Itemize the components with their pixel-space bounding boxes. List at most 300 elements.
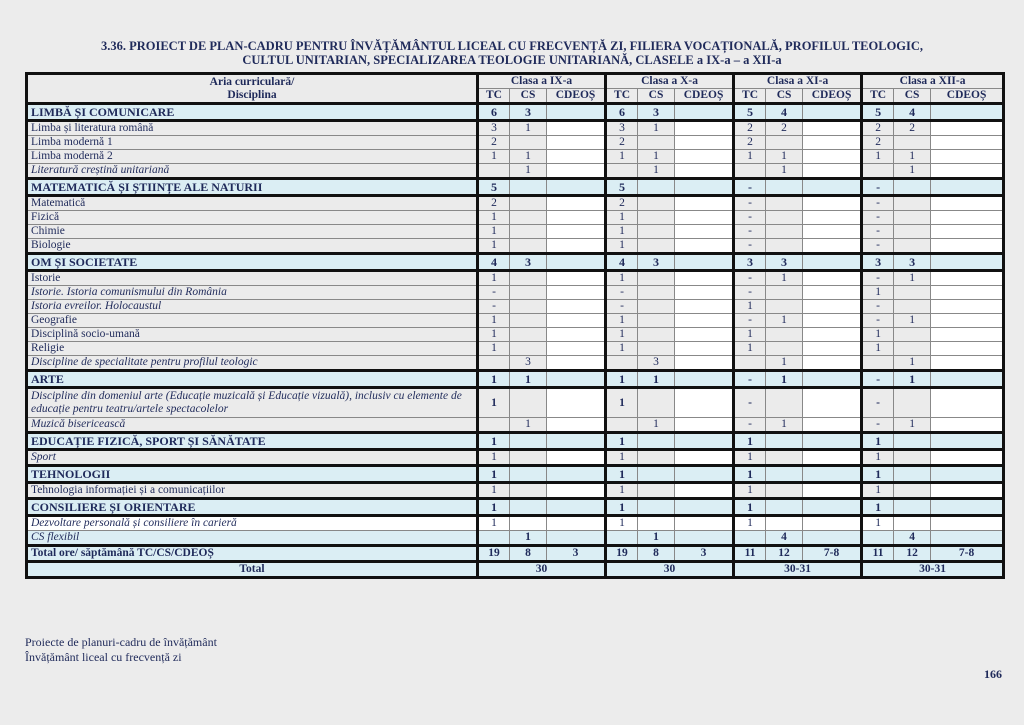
grand-total-label: Total — [27, 562, 478, 578]
hours-cell — [931, 388, 1004, 418]
hours-cell: 11 — [734, 546, 766, 562]
hours-cell: 1 — [478, 433, 510, 450]
hours-cell — [638, 328, 675, 342]
hours-cell: - — [734, 179, 766, 196]
hours-cell — [675, 211, 734, 225]
hours-cell — [675, 450, 734, 466]
hours-cell: 1 — [862, 516, 894, 531]
hours-cell: - — [862, 371, 894, 388]
hours-cell: 1 — [478, 516, 510, 531]
hours-cell — [675, 516, 734, 531]
hours-cell: 1 — [606, 271, 638, 286]
hours-cell: 1 — [862, 433, 894, 450]
hours-cell: 4 — [894, 104, 931, 121]
hours-cell — [931, 483, 1004, 499]
hours-cell — [675, 466, 734, 483]
hours-cell — [931, 499, 1004, 516]
hours-cell — [638, 314, 675, 328]
hours-cell — [931, 179, 1004, 196]
hours-cell — [638, 196, 675, 211]
discipline-row — [27, 164, 1004, 179]
hours-cell: - — [734, 196, 766, 211]
row-name: CS flexibil — [27, 531, 478, 546]
row-name: OM ȘI SOCIETATE — [27, 254, 478, 271]
hours-cell: 1 — [894, 271, 931, 286]
hours-cell — [766, 239, 803, 254]
hours-cell: 1 — [734, 300, 766, 314]
hours-cell — [894, 211, 931, 225]
hours-cell — [894, 483, 931, 499]
hours-cell: 1 — [638, 164, 675, 179]
hours-cell: 5 — [478, 179, 510, 196]
header-area-line2: Disciplina — [227, 88, 277, 101]
hours-cell — [547, 271, 606, 286]
hours-cell — [734, 531, 766, 546]
hours-cell — [803, 433, 862, 450]
row-name: Istorie. Istoria comunismului din România — [27, 286, 478, 300]
hours-cell: 3 — [675, 546, 734, 562]
hours-cell — [547, 418, 606, 433]
hours-cell: 3 — [547, 546, 606, 562]
hours-cell: 2 — [606, 136, 638, 150]
footer — [25, 635, 217, 665]
hours-cell — [510, 388, 547, 418]
hours-cell — [931, 239, 1004, 254]
row-name: Limba modernă 2 — [27, 150, 478, 164]
row-name: Limba modernă 1 — [27, 136, 478, 150]
hours-cell: - — [734, 239, 766, 254]
hours-cell: - — [478, 300, 510, 314]
hours-cell — [675, 254, 734, 271]
hours-cell: 7-8 — [803, 546, 862, 562]
discipline-row — [27, 356, 1004, 371]
grand-total-value: 30 — [478, 562, 606, 578]
discipline-row — [27, 516, 1004, 531]
hours-cell — [931, 271, 1004, 286]
row-name: LIMBĂ ȘI COMUNICARE — [27, 104, 478, 121]
area-row — [27, 466, 1004, 483]
hours-cell — [547, 499, 606, 516]
area-row — [27, 179, 1004, 196]
row-name: Matematică — [27, 196, 478, 211]
hours-cell: - — [734, 225, 766, 239]
hours-cell — [894, 342, 931, 356]
hours-cell — [510, 211, 547, 225]
hours-cell — [547, 314, 606, 328]
hours-cell — [931, 286, 1004, 300]
hours-cell: 1 — [478, 499, 510, 516]
hours-cell — [803, 254, 862, 271]
discipline-row — [27, 483, 1004, 499]
hours-cell — [675, 121, 734, 136]
hours-cell: 1 — [606, 388, 638, 418]
hours-cell — [862, 356, 894, 371]
hours-cell: 1 — [734, 342, 766, 356]
hours-cell: 1 — [606, 211, 638, 225]
hours-cell — [638, 271, 675, 286]
hours-cell — [931, 516, 1004, 531]
hours-cell — [638, 300, 675, 314]
hours-cell — [547, 211, 606, 225]
hours-cell: 1 — [862, 342, 894, 356]
discipline-row — [27, 225, 1004, 239]
hours-cell — [547, 531, 606, 546]
hours-cell: 2 — [894, 121, 931, 136]
hours-cell — [803, 388, 862, 418]
hours-cell: 1 — [606, 433, 638, 450]
hours-cell: 1 — [478, 371, 510, 388]
hours-cell: 1 — [478, 314, 510, 328]
hours-cell — [675, 342, 734, 356]
hours-cell — [638, 211, 675, 225]
hours-cell — [803, 328, 862, 342]
hours-cell: 1 — [606, 516, 638, 531]
hours-cell — [766, 466, 803, 483]
hours-cell: 3 — [510, 104, 547, 121]
hours-cell: - — [862, 196, 894, 211]
hours-cell — [547, 136, 606, 150]
hours-cell — [675, 225, 734, 239]
row-name: Chimie — [27, 225, 478, 239]
hours-cell — [675, 239, 734, 254]
hours-cell: 1 — [606, 314, 638, 328]
hours-cell — [638, 342, 675, 356]
hours-cell — [766, 483, 803, 499]
hours-cell: 2 — [478, 196, 510, 211]
hours-cell — [510, 136, 547, 150]
curriculum-table — [25, 72, 1005, 579]
discipline-row — [27, 271, 1004, 286]
hours-cell: 1 — [734, 516, 766, 531]
hours-cell: 6 — [606, 104, 638, 121]
hours-cell: - — [734, 314, 766, 328]
hours-cell — [675, 271, 734, 286]
hours-cell — [766, 225, 803, 239]
hours-cell: 12 — [894, 546, 931, 562]
hours-cell — [803, 104, 862, 121]
row-name: MATEMATICĂ ȘI ȘTIINȚE ALE NATURII — [27, 179, 478, 196]
hours-cell — [803, 271, 862, 286]
hours-cell: 1 — [606, 225, 638, 239]
hours-cell: 1 — [478, 342, 510, 356]
hours-cell — [510, 239, 547, 254]
header-subcol: TC — [734, 89, 766, 104]
header-subcol: CDEOȘ — [803, 89, 862, 104]
hours-cell: 19 — [606, 546, 638, 562]
hours-cell: 1 — [894, 418, 931, 433]
hours-cell: 1 — [478, 239, 510, 254]
hours-cell — [510, 300, 547, 314]
hours-cell: 1 — [638, 121, 675, 136]
hours-cell — [894, 179, 931, 196]
hours-cell — [894, 388, 931, 418]
hours-cell: 1 — [766, 314, 803, 328]
hours-cell: - — [862, 271, 894, 286]
area-row — [27, 254, 1004, 271]
row-name: Religie — [27, 342, 478, 356]
hours-cell — [675, 286, 734, 300]
row-name: Istoria evreilor. Holocaustul — [27, 300, 478, 314]
row-name: Tehnologia informației și a comunicațiilor — [27, 483, 478, 499]
hours-cell: 1 — [894, 164, 931, 179]
hours-cell — [803, 450, 862, 466]
hours-cell — [931, 225, 1004, 239]
discipline-row — [27, 121, 1004, 136]
discipline-row — [27, 150, 1004, 164]
hours-cell — [931, 433, 1004, 450]
hours-cell: - — [862, 418, 894, 433]
hours-cell: 1 — [894, 150, 931, 164]
hours-cell — [931, 314, 1004, 328]
hours-cell — [894, 499, 931, 516]
area-row — [27, 104, 1004, 121]
hours-cell: 1 — [478, 225, 510, 239]
header-class: Clasa a X-a — [606, 74, 734, 89]
hours-cell — [766, 516, 803, 531]
hours-cell — [931, 356, 1004, 371]
hours-cell — [478, 531, 510, 546]
hours-cell — [510, 314, 547, 328]
hours-cell: 3 — [606, 121, 638, 136]
hours-cell: - — [862, 211, 894, 225]
hours-cell: 1 — [510, 164, 547, 179]
hours-cell: 1 — [894, 314, 931, 328]
hours-cell — [510, 271, 547, 286]
hours-cell — [862, 164, 894, 179]
hours-cell — [606, 418, 638, 433]
hours-cell: 2 — [734, 121, 766, 136]
hours-cell: 1 — [734, 466, 766, 483]
hours-cell — [766, 300, 803, 314]
hours-cell — [478, 164, 510, 179]
hours-cell — [675, 418, 734, 433]
hours-cell — [894, 136, 931, 150]
hours-cell — [931, 450, 1004, 466]
hours-cell — [766, 342, 803, 356]
hours-cell — [547, 356, 606, 371]
hours-cell — [803, 179, 862, 196]
hours-cell — [675, 531, 734, 546]
hours-cell — [803, 342, 862, 356]
hours-cell: 2 — [478, 136, 510, 150]
hours-cell — [894, 225, 931, 239]
header-subcol: CS — [894, 89, 931, 104]
hours-cell — [510, 179, 547, 196]
hours-cell: 1 — [606, 342, 638, 356]
hours-cell — [803, 466, 862, 483]
area-row — [27, 433, 1004, 450]
row-name: Biologie — [27, 239, 478, 254]
hours-cell — [675, 388, 734, 418]
hours-cell: 1 — [478, 211, 510, 225]
hours-cell: 1 — [638, 150, 675, 164]
discipline-row — [27, 328, 1004, 342]
hours-cell — [675, 483, 734, 499]
hours-cell: 1 — [510, 418, 547, 433]
hours-cell: 1 — [638, 371, 675, 388]
hours-cell: 4 — [478, 254, 510, 271]
hours-cell: 1 — [638, 531, 675, 546]
hours-cell: 1 — [894, 371, 931, 388]
hours-cell: 1 — [766, 150, 803, 164]
hours-cell — [547, 371, 606, 388]
hours-cell: 5 — [734, 104, 766, 121]
hours-cell: 1 — [606, 483, 638, 499]
hours-cell — [606, 356, 638, 371]
hours-cell — [675, 328, 734, 342]
hours-cell — [478, 356, 510, 371]
discipline-row — [27, 286, 1004, 300]
hours-cell: 3 — [638, 254, 675, 271]
hours-cell: 1 — [862, 483, 894, 499]
hours-cell — [510, 225, 547, 239]
hours-cell — [931, 254, 1004, 271]
hours-cell — [803, 150, 862, 164]
hours-cell — [510, 483, 547, 499]
hours-cell — [894, 450, 931, 466]
hours-cell — [803, 314, 862, 328]
hours-cell — [766, 450, 803, 466]
hours-cell: - — [862, 179, 894, 196]
hours-cell — [931, 211, 1004, 225]
hours-cell — [803, 196, 862, 211]
hours-cell — [931, 466, 1004, 483]
hours-cell — [734, 356, 766, 371]
header-subcol: TC — [606, 89, 638, 104]
area-row — [27, 499, 1004, 516]
row-name: Geografie — [27, 314, 478, 328]
page-number: 166 — [984, 667, 1002, 681]
hours-cell — [803, 499, 862, 516]
header-subcol: CDEOȘ — [547, 89, 606, 104]
hours-cell: 3 — [638, 104, 675, 121]
hours-cell — [675, 371, 734, 388]
hours-cell — [894, 433, 931, 450]
hours-cell — [894, 196, 931, 211]
hours-cell — [510, 499, 547, 516]
hours-cell — [510, 328, 547, 342]
hours-cell — [606, 531, 638, 546]
hours-cell — [638, 136, 675, 150]
hours-cell — [547, 239, 606, 254]
hours-cell — [931, 342, 1004, 356]
hours-cell — [766, 196, 803, 211]
row-name: Dezvoltare personală și consiliere în carieră — [27, 516, 478, 531]
hours-cell — [894, 328, 931, 342]
hours-cell: 3 — [862, 254, 894, 271]
discipline-row — [27, 531, 1004, 546]
hours-cell: 2 — [606, 196, 638, 211]
hours-cell — [931, 164, 1004, 179]
hours-cell: 1 — [478, 150, 510, 164]
hours-cell — [931, 418, 1004, 433]
hours-cell — [638, 225, 675, 239]
hours-cell: 1 — [734, 450, 766, 466]
hours-cell — [547, 483, 606, 499]
hours-cell: 12 — [766, 546, 803, 562]
hours-cell — [675, 433, 734, 450]
header-row — [27, 74, 1004, 89]
hours-cell: 1 — [766, 271, 803, 286]
hours-cell: 1 — [606, 450, 638, 466]
hours-cell — [803, 371, 862, 388]
hours-cell: - — [862, 314, 894, 328]
hours-cell — [547, 388, 606, 418]
hours-cell: - — [862, 388, 894, 418]
hours-cell — [510, 466, 547, 483]
hours-cell: 7-8 — [931, 546, 1004, 562]
hours-cell: 2 — [766, 121, 803, 136]
hours-cell: - — [862, 300, 894, 314]
row-name: Fizică — [27, 211, 478, 225]
hours-cell: - — [862, 239, 894, 254]
hours-cell: - — [734, 211, 766, 225]
hours-cell — [675, 164, 734, 179]
header-subcol: CDEOȘ — [675, 89, 734, 104]
hours-cell — [931, 136, 1004, 150]
document-title — [0, 39, 1024, 67]
row-name: Sport — [27, 450, 478, 466]
hours-cell: 3 — [894, 254, 931, 271]
hours-cell: 6 — [478, 104, 510, 121]
row-name: Muzică bisericească — [27, 418, 478, 433]
hours-cell — [547, 164, 606, 179]
hours-cell: 3 — [478, 121, 510, 136]
hours-cell: 1 — [606, 328, 638, 342]
hours-cell — [931, 531, 1004, 546]
hours-cell: 3 — [510, 254, 547, 271]
hours-cell — [675, 150, 734, 164]
hours-cell — [638, 450, 675, 466]
discipline-row — [27, 196, 1004, 211]
hours-cell — [734, 164, 766, 179]
row-name: Literatură creștină unitariană — [27, 164, 478, 179]
hours-cell — [547, 516, 606, 531]
hours-cell — [675, 196, 734, 211]
hours-cell — [675, 356, 734, 371]
header-class: Clasa a XI-a — [734, 74, 862, 89]
hours-cell: 1 — [894, 356, 931, 371]
hours-cell: 1 — [606, 239, 638, 254]
hours-cell: 3 — [510, 356, 547, 371]
hours-cell: 1 — [606, 466, 638, 483]
hours-cell — [803, 300, 862, 314]
row-name: Limba și literatura română — [27, 121, 478, 136]
hours-cell — [547, 254, 606, 271]
hours-cell: - — [606, 300, 638, 314]
header-subcol: TC — [862, 89, 894, 104]
hours-cell — [547, 466, 606, 483]
row-name: Istorie — [27, 271, 478, 286]
hours-cell: 1 — [510, 150, 547, 164]
hours-cell: 19 — [478, 546, 510, 562]
hours-cell — [803, 531, 862, 546]
hours-cell — [894, 286, 931, 300]
hours-cell — [803, 516, 862, 531]
hours-cell — [547, 225, 606, 239]
hours-cell — [931, 150, 1004, 164]
hours-cell — [547, 196, 606, 211]
hours-cell: - — [734, 388, 766, 418]
hours-cell: 1 — [606, 150, 638, 164]
hours-cell — [803, 211, 862, 225]
discipline-row — [27, 239, 1004, 254]
hours-cell — [638, 483, 675, 499]
hours-cell: 1 — [862, 286, 894, 300]
hours-cell — [803, 225, 862, 239]
hours-cell — [894, 466, 931, 483]
hours-cell: 1 — [478, 466, 510, 483]
